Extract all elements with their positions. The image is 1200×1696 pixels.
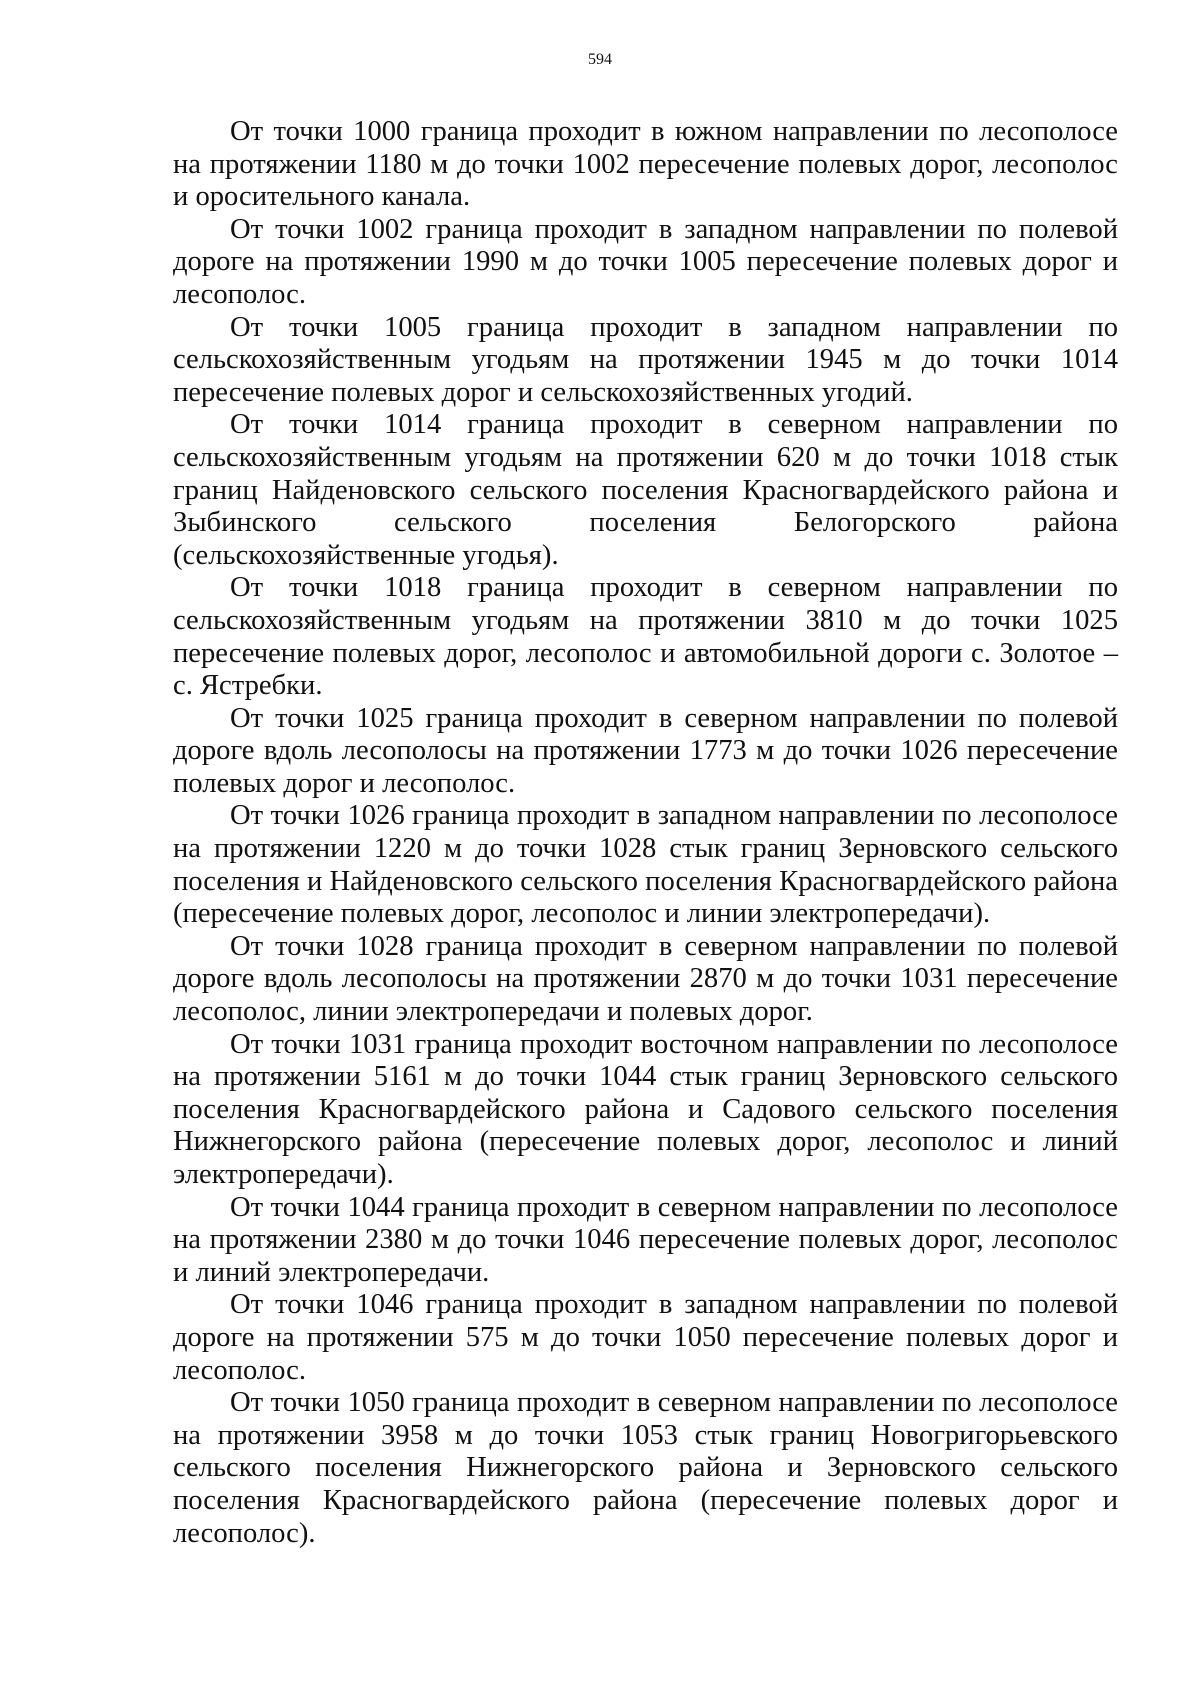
paragraph-point-1028: От точки 1028 граница проходит в северном направлении по полевой дороге вдоль лесополосы на протяжении 2870 м до точки 1031 пересечение лесополос, линии электропередачи и полевых дорог. (173, 930, 1118, 1028)
paragraph-point-1000: От точки 1000 граница проходит в южном направлении по лесополосе на протяжении 1180 м до точки 1002 пересечение полевых дорог, лесополос и оросительного канала. (173, 116, 1118, 213)
paragraph-point-1044: От точки 1044 граница проходит в северном направлении по лесополосе на протяжении 2380 м до точки 1046 пересечение полевых дорог, лесополос и линий электропередачи. (173, 1191, 1118, 1288)
page-number: 594 (588, 51, 612, 68)
paragraph-point-1002: От точки 1002 граница проходит в западном направлении по полевой дороге на протяжении 1990 м до точки 1005 пересечение полевых дорог и лесополос. (173, 213, 1118, 310)
paragraph-point-1018: От точки 1018 граница проходит в северном направлении по сельскохозяйственным угодьям на протяжении 3810 м до точки 1025 пересечение полевых дорог, лесополос и автомобильной дороги с. Золотое – с. Ястребки. (173, 572, 1118, 702)
paragraph-point-1026: От точки 1026 граница проходит в западном направлении по лесополосе на протяжении 1220 м до точки 1028 стык границ Зерновского сельского поселения и Найденовского сельского поселения Красногвардейского района (пересечение полевых дорог, лесополос и линии электропередачи). (173, 800, 1118, 930)
paragraph-point-1005: От точки 1005 граница проходит в западном направлении по сельскохозяйственным угодьям на протяжении 1945 м до точки 1014 пересечение полевых дорог и сельскохозяйственных угодий. (173, 311, 1118, 408)
document-body (173, 116, 1118, 1550)
paragraph-point-1050: От точки 1050 граница проходит в северном направлении по лесополосе на протяжении 3958 м до точки 1053 стык границ Новогригорьевского сельского поселения Нижнегорского района и Зерновского сельского поселения Красногвардейского района (пересечение полевых дорог и лесополос). (173, 1387, 1118, 1549)
paragraph-point-1046: От точки 1046 граница проходит в западном направлении по полевой дороге на протяжении 575 м до точки 1050 пересечение полевых дорог и лесополос. (173, 1289, 1118, 1386)
paragraph-point-1031: От точки 1031 граница проходит восточном направлении по лесополосе на протяжении 5161 м до точки 1044 стык границ Зерновского сельского поселения Красногвардейского района и Садового сельского поселения Нижнегорского района (пересечение полевых дорог, лесополос и линий электропередачи). (173, 1028, 1118, 1190)
paragraph-point-1014: От точки 1014 граница проходит в северном направлении по сельскохозяйственным угодьям на протяжении 620 м до точки 1018 стык границ Найденовского сельского поселения Красногвардейского района и Зыбинского сельского поселения Белогорского района (сельскохозяйственные угодья). (173, 409, 1118, 571)
paragraph-point-1025: От точки 1025 граница проходит в северном направлении по полевой дороге вдоль лесополосы на протяжении 1773 м до точки 1026 пересечение полевых дорог и лесополос. (173, 702, 1118, 799)
